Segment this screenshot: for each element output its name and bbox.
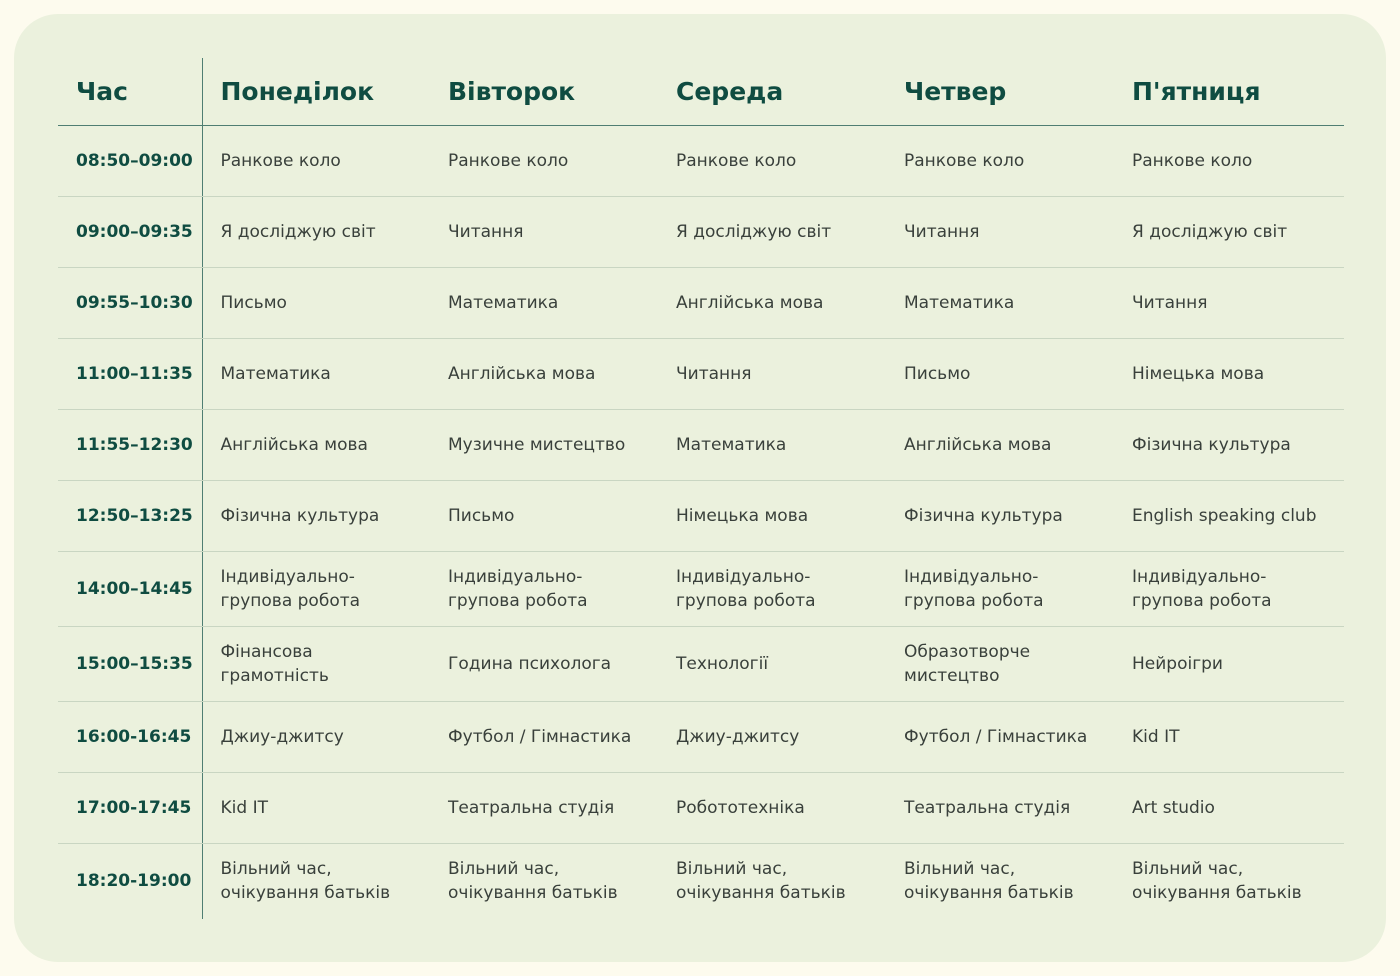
lesson-cell-wednesday: Індивідуально-групова робота [658,552,886,627]
lesson-cell-friday: Ранкове коло [1114,126,1344,197]
time-cell: 11:00–11:35 [58,339,202,410]
lesson-cell-monday: Фізична культура [202,481,430,552]
lesson-cell-friday: Вільний час, очікування батьків [1132,859,1302,904]
table-row [58,844,1344,919]
lesson-cell-wednesday: Німецька мова [658,481,886,552]
table-row [58,126,1344,197]
lesson-cell-friday: Фізична культура [1114,410,1344,481]
table-row [58,702,1344,773]
lesson-cell-friday: English speaking club [1114,481,1344,552]
lesson-cell-wednesday: Робототехніка [658,773,886,844]
lesson-cell-tuesday: Футбол / Гімнастика [430,702,658,773]
lesson-cell-wednesday: Ранкове коло [658,126,886,197]
lesson-cell-monday: Письмо [202,268,430,339]
time-cell: 17:00-17:45 [58,773,202,844]
lesson-cell-friday: Kid IT [1114,702,1344,773]
lesson-cell-tuesday: Письмо [430,481,658,552]
lesson-cell-thursday: Ранкове коло [886,126,1114,197]
lesson-cell-tuesday: Ранкове коло [430,126,658,197]
header-tuesday: Вівторок [430,58,658,126]
lesson-cell-monday: Kid IT [202,773,430,844]
lesson-cell-monday: Вільний час, очікування батьків [220,859,391,904]
lesson-cell-thursday: Вільний час, очікування батьків [904,859,1074,904]
header-wednesday: Середа [658,58,886,126]
lesson-cell-monday: Англійська мова [202,410,430,481]
time-cell: 09:55–10:30 [58,268,202,339]
lesson-cell-friday: Art studio [1114,773,1344,844]
lesson-cell-tuesday: Читання [430,197,658,268]
lesson-cell-tuesday: Година психолога [430,627,658,702]
lesson-cell-wednesday: Вільний час, очікування батьків [676,859,846,904]
lesson-cell-wednesday: Читання [658,339,886,410]
header-row [58,58,1344,126]
lesson-cell-tuesday: Англійська мова [430,339,658,410]
table-row [58,197,1344,268]
lesson-cell-thursday: Театральна студія [886,773,1114,844]
lesson-cell-thursday: Математика [886,268,1114,339]
lesson-cell-wednesday: Англійська мова [658,268,886,339]
lesson-cell-wednesday: Технології [658,627,886,702]
time-cell: 14:00–14:45 [58,552,202,627]
lesson-cell-monday: Я досліджую світ [202,197,430,268]
lesson-cell-monday: Джиу-джитсу [202,702,430,773]
lesson-cell-thursday: Образотворче мистецтво [886,627,1114,702]
table-row [58,627,1344,702]
table-row [58,339,1344,410]
lesson-cell-thursday: Читання [886,197,1114,268]
header-monday: Понеділок [202,58,430,126]
lesson-cell-thursday: Футбол / Гімнастика [886,702,1114,773]
header-friday: П'ятниця [1114,58,1344,126]
lesson-cell-wednesday: Математика [658,410,886,481]
lesson-cell-friday: Я досліджую світ [1114,197,1344,268]
lesson-cell-thursday: Письмо [886,339,1114,410]
header-time: Час [58,58,202,126]
lesson-cell-friday: Німецька мова [1114,339,1344,410]
time-cell: 09:00–09:35 [58,197,202,268]
time-cell: 16:00-16:45 [58,702,202,773]
lesson-cell-tuesday: Математика [430,268,658,339]
lesson-cell-friday: Нейроігри [1114,627,1344,702]
lesson-cell-tuesday: Вільний час, очікування батьків [448,859,618,904]
lesson-cell-wednesday: Я досліджую світ [658,197,886,268]
lesson-cell-monday: Ранкове коло [202,126,430,197]
lesson-cell-friday: Індивідуально-групова робота [1114,552,1344,627]
lesson-cell-thursday: Англійська мова [886,410,1114,481]
table-row [58,410,1344,481]
schedule-table [58,58,1344,919]
time-cell: 15:00–15:35 [58,627,202,702]
header-thursday: Четвер [886,58,1114,126]
time-cell: 11:55–12:30 [58,410,202,481]
lesson-cell-tuesday: Театральна студія [430,773,658,844]
time-cell: 12:50–13:25 [58,481,202,552]
table-row [58,481,1344,552]
time-cell: 18:20-19:00 [58,844,202,919]
lesson-cell-thursday: Індивідуально-групова робота [886,552,1114,627]
lesson-cell-friday: Читання [1114,268,1344,339]
lesson-cell-thursday: Фізична культура [886,481,1114,552]
table-row [58,268,1344,339]
lesson-cell-monday: Математика [202,339,430,410]
time-cell: 08:50–09:00 [58,126,202,197]
lesson-cell-monday: Індивідуально-групова робота [202,552,430,627]
table-row [58,773,1344,844]
table-row [58,552,1344,627]
lesson-cell-monday: Фінансова грамотність [202,627,430,702]
lesson-cell-tuesday: Музичне мистецтво [430,410,658,481]
lesson-cell-wednesday: Джиу-джитсу [658,702,886,773]
lesson-cell-tuesday: Індивідуально-групова робота [430,552,658,627]
